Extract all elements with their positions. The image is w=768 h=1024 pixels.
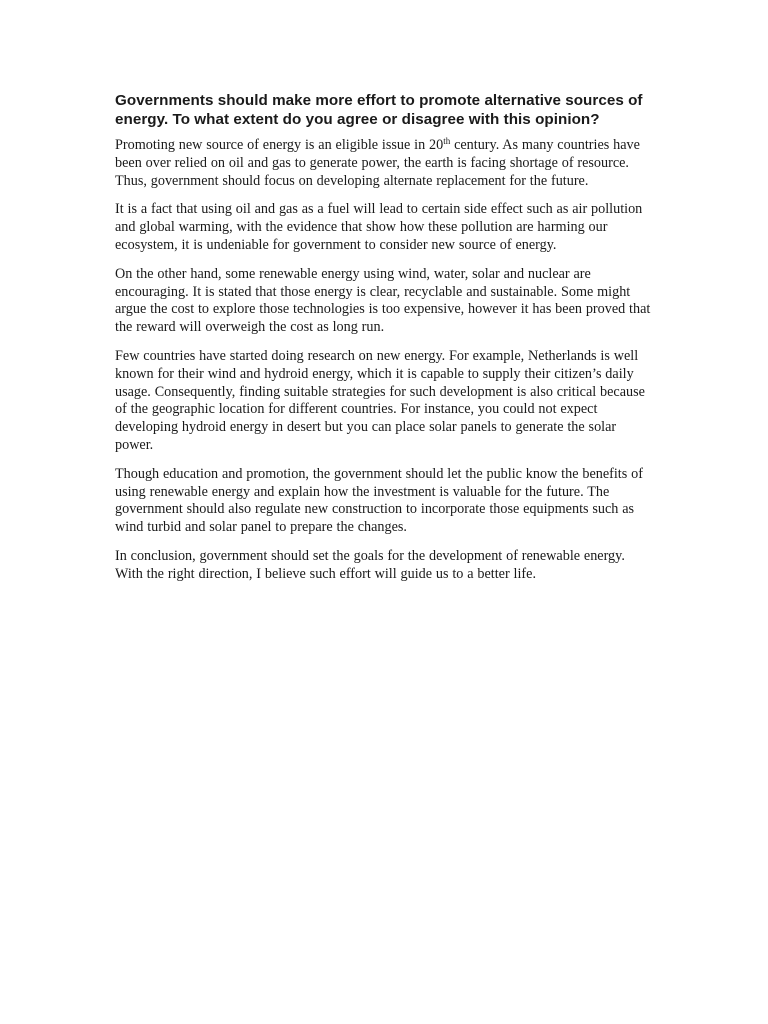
paragraph-intro [115,137,655,190]
essay-body [115,92,655,595]
paragraph-intro-text: Promoting new source of energy is an eligible issue in 20 [115,137,444,153]
paragraph-pollution: It is a fact that using oil and gas as a fuel will lead to certain side effect such as air pollution and global warming, with the evidence that show how these pollution are harming our ecosystem, it is undeniable for government to consider new source of energy. [115,201,643,253]
paragraph-examples: Few countries have started doing research on new energy. For example, Netherlands is well known for their wind and hydroid energy, which it is capable to supply their citizen’s daily usage. Consequently, finding suitable strategies for such development is also critical because of the geographic location for different countries. For instance, you could not expect developing hydroid energy in desert but you can place solar panels to generate the solar power. [115,347,645,453]
essay-title: Governments should make more effort to promote alternative sources of energy. To what extent do you agree or disagree with this opinion? [115,92,643,128]
paragraph-education: Though education and promotion, the government should let the public know the benefits of using renewable energy and explain how the investment is valuable for the future. The government should also regulate new construction to incorporate those equipments such as wind turbid and solar panel to prepare the changes. [115,465,643,536]
paragraph-renewable: On the other hand, some renewable energy using wind, water, solar and nuclear are encouraging. It is stated that those energy is clear, recyclable and sustainable. Some might argue the cost to explore those technologies is too expensive, however it has been proved that the reward will overweigh the cost as long run. [115,265,651,336]
ordinal-superscript: th [443,136,451,146]
paragraph-conclusion: In conclusion, government should set the goals for the development of renewable energy. With the right direction, I believe such effort will guide us to a better life. [115,547,625,582]
paragraph-intro-text-rest: century. As many countries have been over relied on oil and gas to generate power, the earth is facing shortage of resource. Thus, government should focus on developing alternate replacement for the future. [115,137,640,189]
